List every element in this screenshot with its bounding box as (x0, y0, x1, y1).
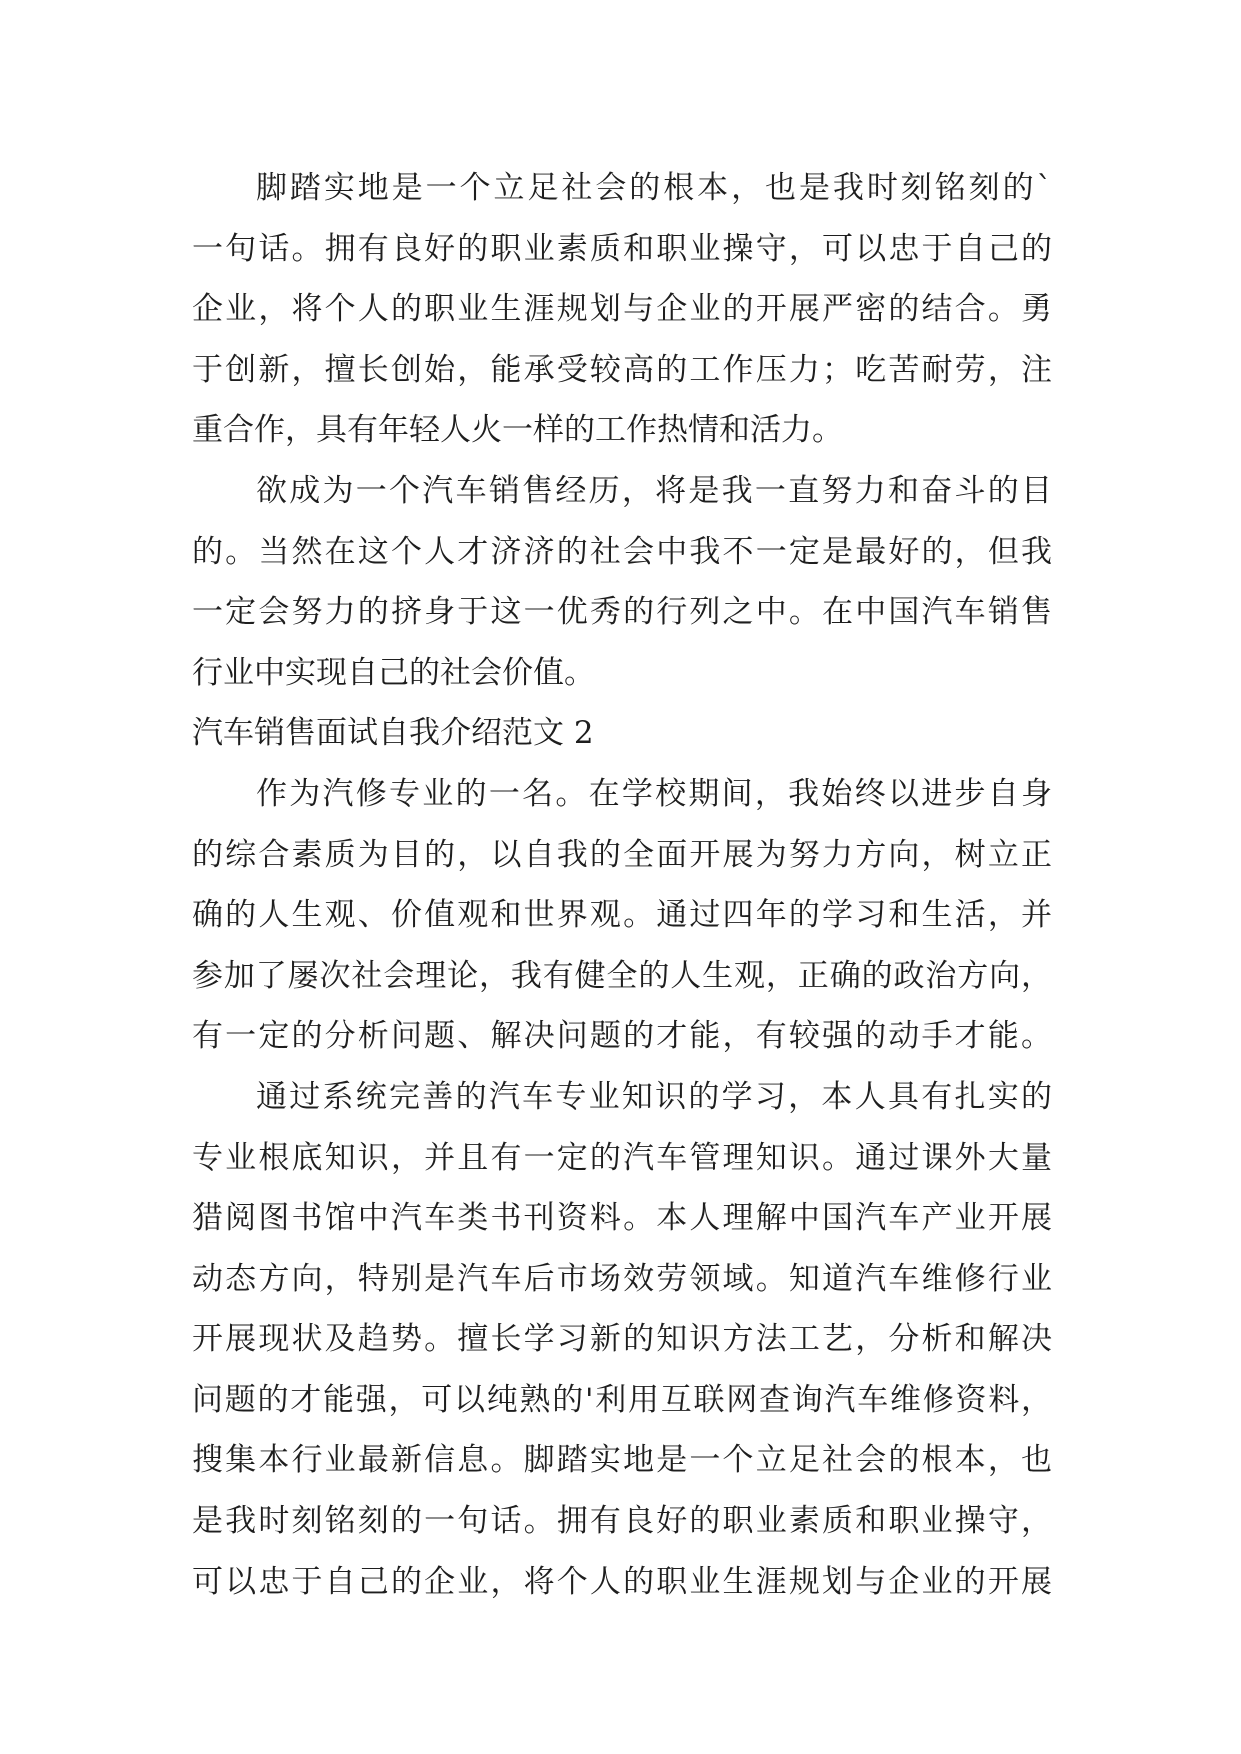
text-line: 猎阅图书馆中汽车类书刊资料。本人理解中国汽车产业开展 (192, 1200, 1052, 1237)
text-line: 动态方向，特别是汽车后市场效劳领域。知道汽车维修行业 (192, 1260, 1052, 1297)
text-line: 的。当然在这个人才济济的社会中我不一定是最好的，但我 (192, 533, 1052, 570)
text-line: 专业根底知识，并且有一定的汽车管理知识。通过课外大量 (192, 1139, 1052, 1176)
text-line: 行业中实现自己的社会价值。 (192, 654, 595, 691)
text-line: 作为汽修专业的一名。在学校期间，我始终以进步自身 (256, 775, 1052, 812)
text-line: 参加了屡次社会理论，我有健全的人生观，正确的政治方向， (192, 957, 1052, 994)
text-line: 企业，将个人的职业生涯规划与企业的开展严密的结合。勇 (192, 291, 1052, 328)
paragraph-2 (192, 461, 1052, 703)
text-line: 的综合素质为目的，以自我的全面开展为努力方向，树立正 (192, 836, 1052, 873)
text-line: 一定会努力的挤身于这一优秀的行列之中。在中国汽车销售 (192, 594, 1052, 631)
text-line: 于创新，擅长创始，能承受较高的工作压力；吃苦耐劳，注 (192, 351, 1052, 388)
text-line: 欲成为一个汽车销售经历，将是我一直努力和奋斗的目 (256, 472, 1052, 509)
text-line: 是我时刻铭刻的一句话。拥有良好的职业素质和职业操守， (192, 1503, 1052, 1540)
text-line: 一句话。拥有良好的职业素质和职业操守，可以忠于自己的 (192, 230, 1052, 267)
text-line: 问题的才能强，可以纯熟的'利用互联网查询汽车维修资料， (192, 1381, 1052, 1418)
document-body (192, 158, 1052, 1612)
text-line: 开展现状及趋势。擅长学习新的知识方法工艺，分析和解决 (192, 1321, 1052, 1358)
section-heading: 汽车销售面试自我介绍范文 2 (192, 715, 594, 752)
text-line: 通过系统完善的汽车专业知识的学习，本人具有扎实的 (256, 1078, 1052, 1115)
paragraph-3 (192, 764, 1052, 1067)
text-line: 重合作，具有年轻人火一样的工作热情和活力。 (192, 412, 843, 449)
text-line: 脚踏实地是一个立足社会的根本，也是我时刻铭刻的` (256, 170, 1052, 206)
paragraph-4 (192, 1067, 1052, 1612)
text-line: 可以忠于自己的企业，将个人的职业生涯规划与企业的开展 (192, 1563, 1052, 1600)
text-line: 搜集本行业最新信息。脚踏实地是一个立足社会的根本，也 (192, 1442, 1052, 1479)
text-line: 有一定的分析问题、解决问题的才能，有较强的动手才能。 (192, 1018, 1052, 1055)
paragraph-1 (192, 158, 1052, 461)
text-line: 确的人生观、价值观和世界观。通过四年的学习和生活，并 (192, 897, 1052, 934)
